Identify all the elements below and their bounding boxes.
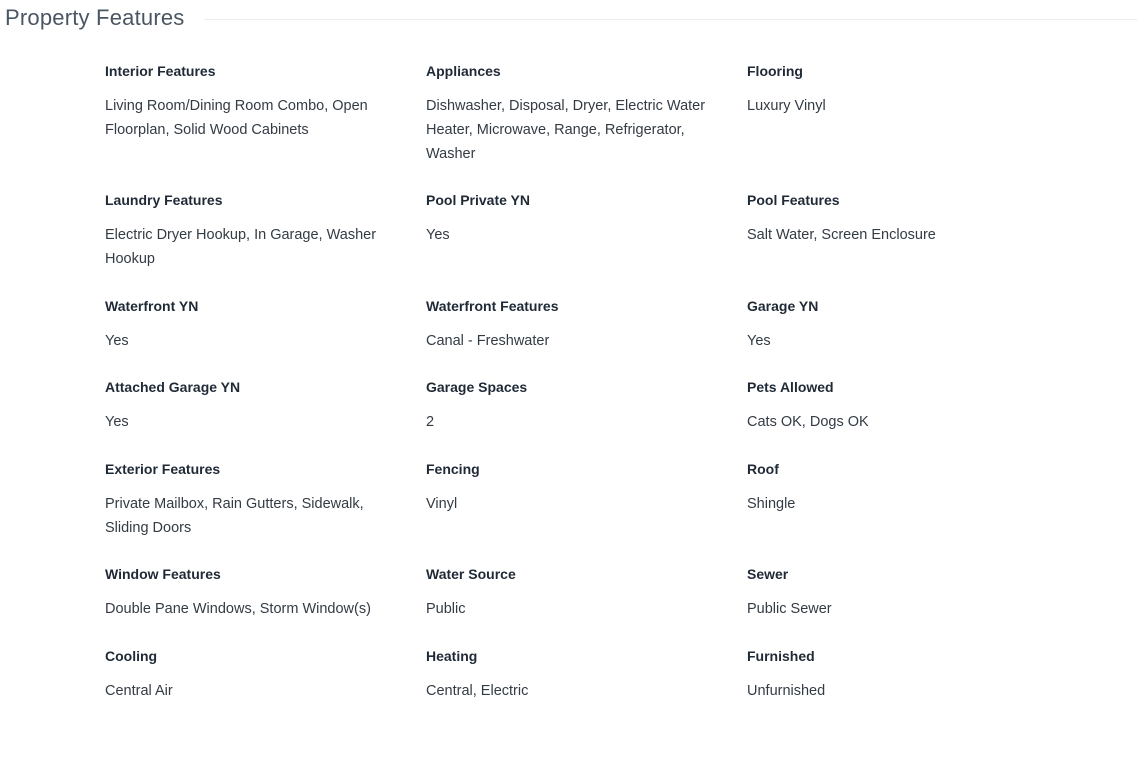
feature-label: Water Source [426, 566, 516, 582]
feature-value: Luxury Vinyl [747, 98, 826, 114]
feature-value: Living Room/Dining Room Combo, Open Floorplan, Solid Wood Cabinets [105, 98, 368, 138]
feature-label: Window Features [105, 566, 221, 582]
title-divider [204, 19, 1137, 20]
feature-label: Flooring [747, 63, 803, 79]
feature-cooling [105, 646, 426, 728]
feature-label: Attached Garage YN [105, 379, 241, 395]
feature-value: Yes [105, 414, 129, 430]
feature-value: Dishwasher, Disposal, Dryer, Electric Water Heater, Microwave, Range, Refrigerator, Washer [426, 98, 706, 162]
feature-garage-yn [747, 296, 1087, 377]
features-grid [105, 61, 1105, 728]
feature-value: Cats OK, Dogs OK [747, 414, 869, 430]
feature-value: Double Pane Windows, Storm Window(s) [105, 601, 371, 617]
feature-label: Waterfront YN [105, 298, 199, 314]
feature-fencing [426, 459, 747, 564]
feature-value: Public Sewer [747, 601, 832, 617]
feature-label: Exterior Features [105, 461, 221, 477]
feature-value: Yes [747, 333, 771, 349]
feature-label: Furnished [747, 648, 815, 664]
feature-value: 2 [426, 414, 435, 430]
feature-roof [747, 459, 1087, 564]
feature-water-source [426, 564, 747, 646]
feature-waterfront-features [426, 296, 747, 377]
feature-pets-allowed [747, 377, 1087, 459]
feature-label: Heating [426, 648, 478, 664]
feature-value: Shingle [747, 496, 796, 512]
feature-label: Pool Features [747, 192, 840, 208]
feature-label: Garage Spaces [426, 379, 528, 395]
section-title: Property Features [5, 5, 185, 30]
feature-label: Pets Allowed [747, 379, 834, 395]
feature-pool-features [747, 190, 1087, 296]
feature-value: Central Air [105, 683, 173, 699]
feature-label: Pool Private YN [426, 192, 531, 208]
feature-value: Yes [426, 227, 450, 243]
feature-window-features [105, 564, 426, 646]
section-header [5, 3, 1137, 33]
feature-garage-spaces [426, 377, 747, 459]
feature-label: Waterfront Features [426, 298, 559, 314]
feature-label: Cooling [105, 648, 158, 664]
feature-value: Private Mailbox, Rain Gutters, Sidewalk, Sliding Doors [105, 496, 364, 536]
feature-value: Unfurnished [747, 683, 826, 699]
feature-flooring [747, 61, 1087, 190]
feature-label: Fencing [426, 461, 480, 477]
feature-appliances [426, 61, 747, 190]
feature-furnished [747, 646, 1087, 728]
feature-interior-features [105, 61, 426, 190]
feature-label: Garage YN [747, 298, 819, 314]
feature-label: Interior Features [105, 63, 216, 79]
feature-value: Public [426, 601, 466, 617]
feature-attached-garage-yn [105, 377, 426, 459]
feature-value: Electric Dryer Hookup, In Garage, Washer Hookup [105, 227, 377, 267]
feature-value: Yes [105, 333, 129, 349]
feature-value: Vinyl [426, 496, 458, 512]
feature-sewer [747, 564, 1087, 646]
feature-laundry-features [105, 190, 426, 296]
feature-value: Salt Water, Screen Enclosure [747, 227, 936, 243]
feature-label: Laundry Features [105, 192, 223, 208]
feature-label: Roof [747, 461, 779, 477]
feature-value: Canal - Freshwater [426, 333, 550, 349]
feature-value: Central, Electric [426, 683, 529, 699]
feature-label: Sewer [747, 566, 789, 582]
feature-heating [426, 646, 747, 728]
feature-label: Appliances [426, 63, 501, 79]
feature-waterfront-yn [105, 296, 426, 377]
feature-exterior-features [105, 459, 426, 564]
feature-pool-private-yn [426, 190, 747, 296]
